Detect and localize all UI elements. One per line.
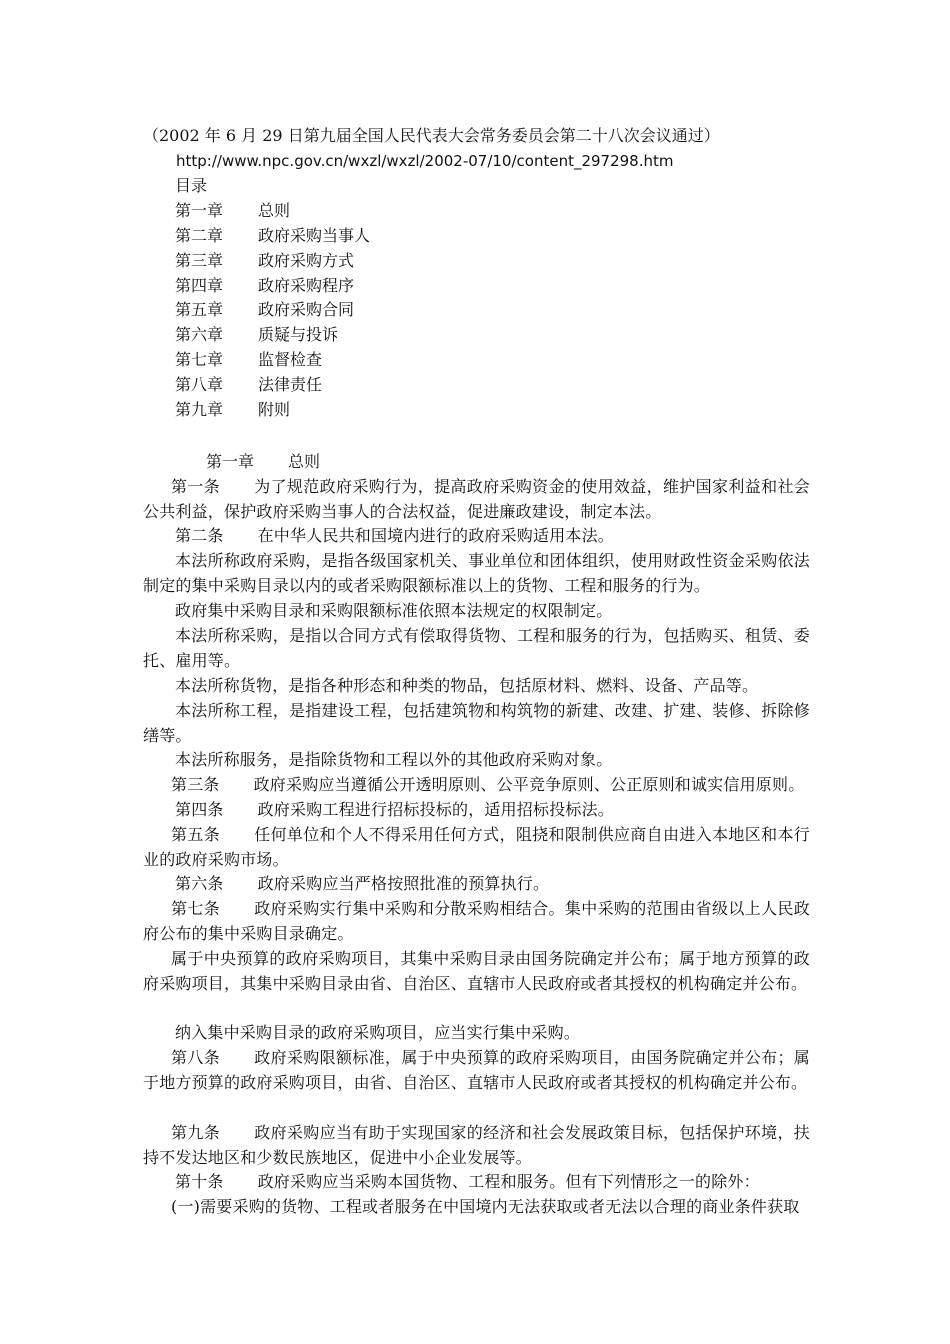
toc-item: 第二章 政府采购当事人 (175, 226, 371, 245)
article-8: 第八条 政府采购限额标准，属于中央预算的政府采购项目，由国务院确定并公布；属于地方预算的政府采购项目，由省、自治区、直辖市人民政府或者其授权的机构确定并公布。 (143, 1048, 810, 1092)
article-1: 第一条 为了规范政府采购行为，提高政府采购资金的使用效益，维护国家利益和社会公共利益，保护政府采购当事人的合法权益，促进廉政建设，制定本法。 (143, 477, 810, 521)
paragraph: 本法所称货物，是指各种形态和种类的物品，包括原材料、燃料、设备、产品等。 (175, 676, 759, 695)
toc-item: 第四章 政府采购程序 (175, 276, 355, 295)
paragraph: 本法所称服务，是指除货物和工程以外的其他政府采购对象。 (175, 750, 613, 769)
paragraph: 属于中央预算的政府采购项目，其集中采购目录由国务院确定并公布；属于地方预算的政府采购项目，其集中采购目录由省、自治区、直辖市人民政府或者其授权的机构确定并公布。 (143, 949, 810, 993)
paragraph: 本法所称工程，是指建设工程，包括建筑物和构筑物的新建、改建、扩建、装修、拆除修缮等。 (143, 701, 810, 745)
toc-item: 第五章 政府采购合同 (175, 300, 355, 319)
article-6: 第六条 政府采购应当严格按照批准的预算执行。 (175, 874, 550, 893)
paragraph: 纳入集中采购目录的政府采购项目，应当实行集中采购。 (175, 1023, 581, 1042)
toc-item: 第七章 监督检查 (175, 350, 323, 369)
article-5: 第五条 任何单位和个人不得采用任何方式，阻挠和限制供应商自由进入本地区和本行业的政府采购市场。 (143, 825, 810, 869)
paragraph: 政府集中采购目录和采购限额标准依照本法规定的权限制定。 (175, 601, 613, 620)
article-10: 第十条 政府采购应当采购本国货物、工程和服务。但有下列情形之一的除外： (175, 1172, 760, 1191)
toc-title: 目录 (175, 176, 208, 195)
article-4: 第四条 政府采购工程进行招标投标的，适用招标投标法。 (175, 800, 615, 819)
paragraph: 本法所称采购，是指以合同方式有偿取得货物、工程和服务的行为，包括购买、租赁、委托、雇用等。 (143, 626, 810, 670)
toc-item: 第六章 质疑与投诉 (175, 325, 339, 344)
toc-item: 第九章 附则 (175, 400, 291, 419)
article-10-item-1: (一)需要采购的货物、工程或者服务在中国境内无法获取或者无法以合理的商业条件获取 (171, 1197, 800, 1216)
paragraph: 本法所称政府采购，是指各级国家机关、事业单位和团体组织，使用财政性资金采购依法制定的集中采购目录以内的或者采购限额标准以上的货物、工程和服务的行为。 (143, 551, 810, 595)
article-9: 第九条 政府采购应当有助于实现国家的经济和社会发展政策目标，包括保护环境，扶持不发达地区和少数民族地区，促进中小企业发展等。 (143, 1123, 810, 1167)
source-url[interactable]: http://www.npc.gov.cn/wxzl/wxzl/2002-07/10/content_297298.htm (176, 152, 674, 170)
adoption-note: （2002 年 6 月 29 日第九届全国人民代表大会常务委员会第二十八次会议通过） (143, 126, 720, 145)
toc-item: 第三章 政府采购方式 (175, 251, 355, 270)
article-3: 第三条 政府采购应当遵循公开透明原则、公平竞争原则、公正原则和诚实信用原则。 (171, 775, 805, 794)
toc-item: 第八章 法律责任 (175, 375, 323, 394)
toc-item: 第一章 总则 (175, 201, 291, 220)
chapter-heading: 第一章 总则 (206, 452, 321, 471)
article-7: 第七条 政府采购实行集中采购和分散采购相结合。集中采购的范围由省级以上人民政府公布的集中采购目录确定。 (143, 899, 810, 943)
article-2: 第二条 在中华人民共和国境内进行的政府采购适用本法。 (175, 526, 615, 545)
